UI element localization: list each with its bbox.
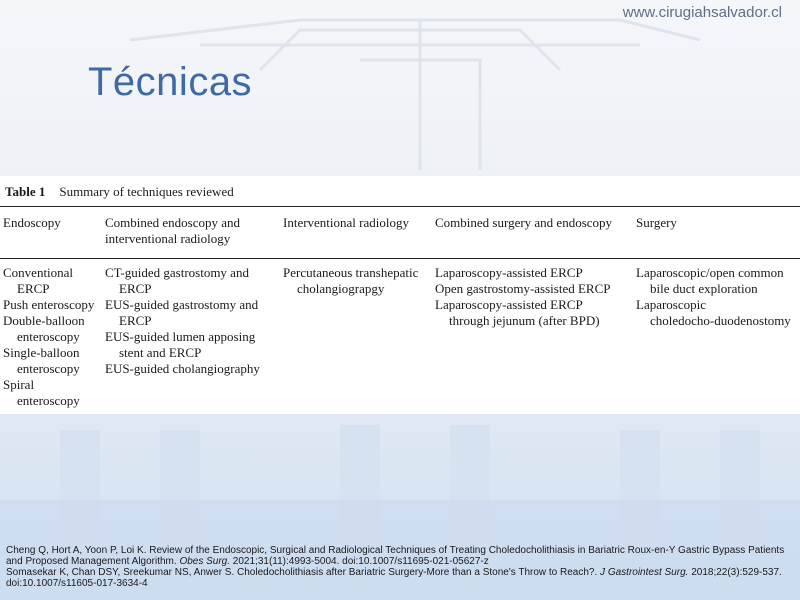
table-cell-item: Percutaneous transhepatic cholangiograpgy [283, 265, 419, 296]
table-cell-item: Laparoscopic choledocho-duodenostomy [636, 297, 791, 328]
table-cell-item: CT-guided gastrostomy and ERCP [105, 265, 249, 296]
table-cell-item: EUS-guided gastrostomy and ERCP [105, 297, 259, 328]
table-column [636, 265, 800, 329]
slide-title: Técnicas [88, 60, 253, 104]
table-cell-item: Laparoscopy-assisted ERCP through jejunum (after BPD) [435, 297, 600, 328]
table-column [435, 265, 630, 329]
table-header-rule [0, 258, 800, 259]
references [6, 545, 796, 589]
table-caption [5, 184, 234, 200]
table-caption-text: Summary of techniques reviewed [59, 184, 234, 199]
table-cell-item: EUS-guided cholangiography [105, 361, 260, 376]
reference-1: Cheng Q, Hort A, Yoon P, Loi K. Review of the Endoscopic, Surgical and Radiological Techniques of Treating Choledocholithiasis in Bariatric Roux-en-Y Gastric Bypass Patients and Proposed Management Algorithm. Obes Surg. 2021;31(11):4993-5004. doi:10.1007/s11695-021-05627-z [6, 545, 785, 567]
techniques-table [0, 176, 800, 414]
site-url: www.cirugiahsalvador.cl [622, 4, 782, 21]
table-column [3, 265, 98, 409]
table-column [283, 265, 428, 297]
table-cell-item: Laparoscopic/open common bile duct exploration [636, 265, 784, 296]
table-cell-item: EUS-guided lumen apposing stent and ERCP [105, 329, 256, 360]
table-cell-item: Laparoscopy-assisted ERCP [435, 265, 583, 280]
table-cell-item: Open gastrostomy-assisted ERCP [435, 281, 611, 296]
table-label: Table 1 [5, 184, 46, 199]
table-top-rule [0, 206, 800, 207]
table-column [105, 265, 277, 377]
table-header-cell: Combined endoscopy and interventional radiology [105, 215, 241, 246]
table-header-cell: Interventional radiology [283, 215, 409, 230]
table-cell-item: Spiral enteroscopy [3, 377, 80, 408]
table-header-cell: Surgery [636, 215, 677, 230]
reference-2: Somasekar K, Chan DSY, Sreekumar NS, Anwer S. Choledocholithiasis after Bariatric Surgery-More than a Stone's Throw to Reach?. J Gastrointest Surg. 2018;22(3):529-537. doi:10.1007/s11605-017-3634-4 [6, 567, 782, 589]
table-cell-item: Push enteroscopy [3, 297, 95, 312]
table-cell-item: Single-balloon enteroscopy [3, 345, 80, 376]
table-header-cell: Endoscopy [3, 215, 61, 230]
table-header-cell: Combined surgery and endoscopy [435, 215, 613, 230]
table-cell-item: Conventional ERCP [3, 265, 74, 296]
table-cell-item: Double-balloon enteroscopy [3, 313, 85, 344]
